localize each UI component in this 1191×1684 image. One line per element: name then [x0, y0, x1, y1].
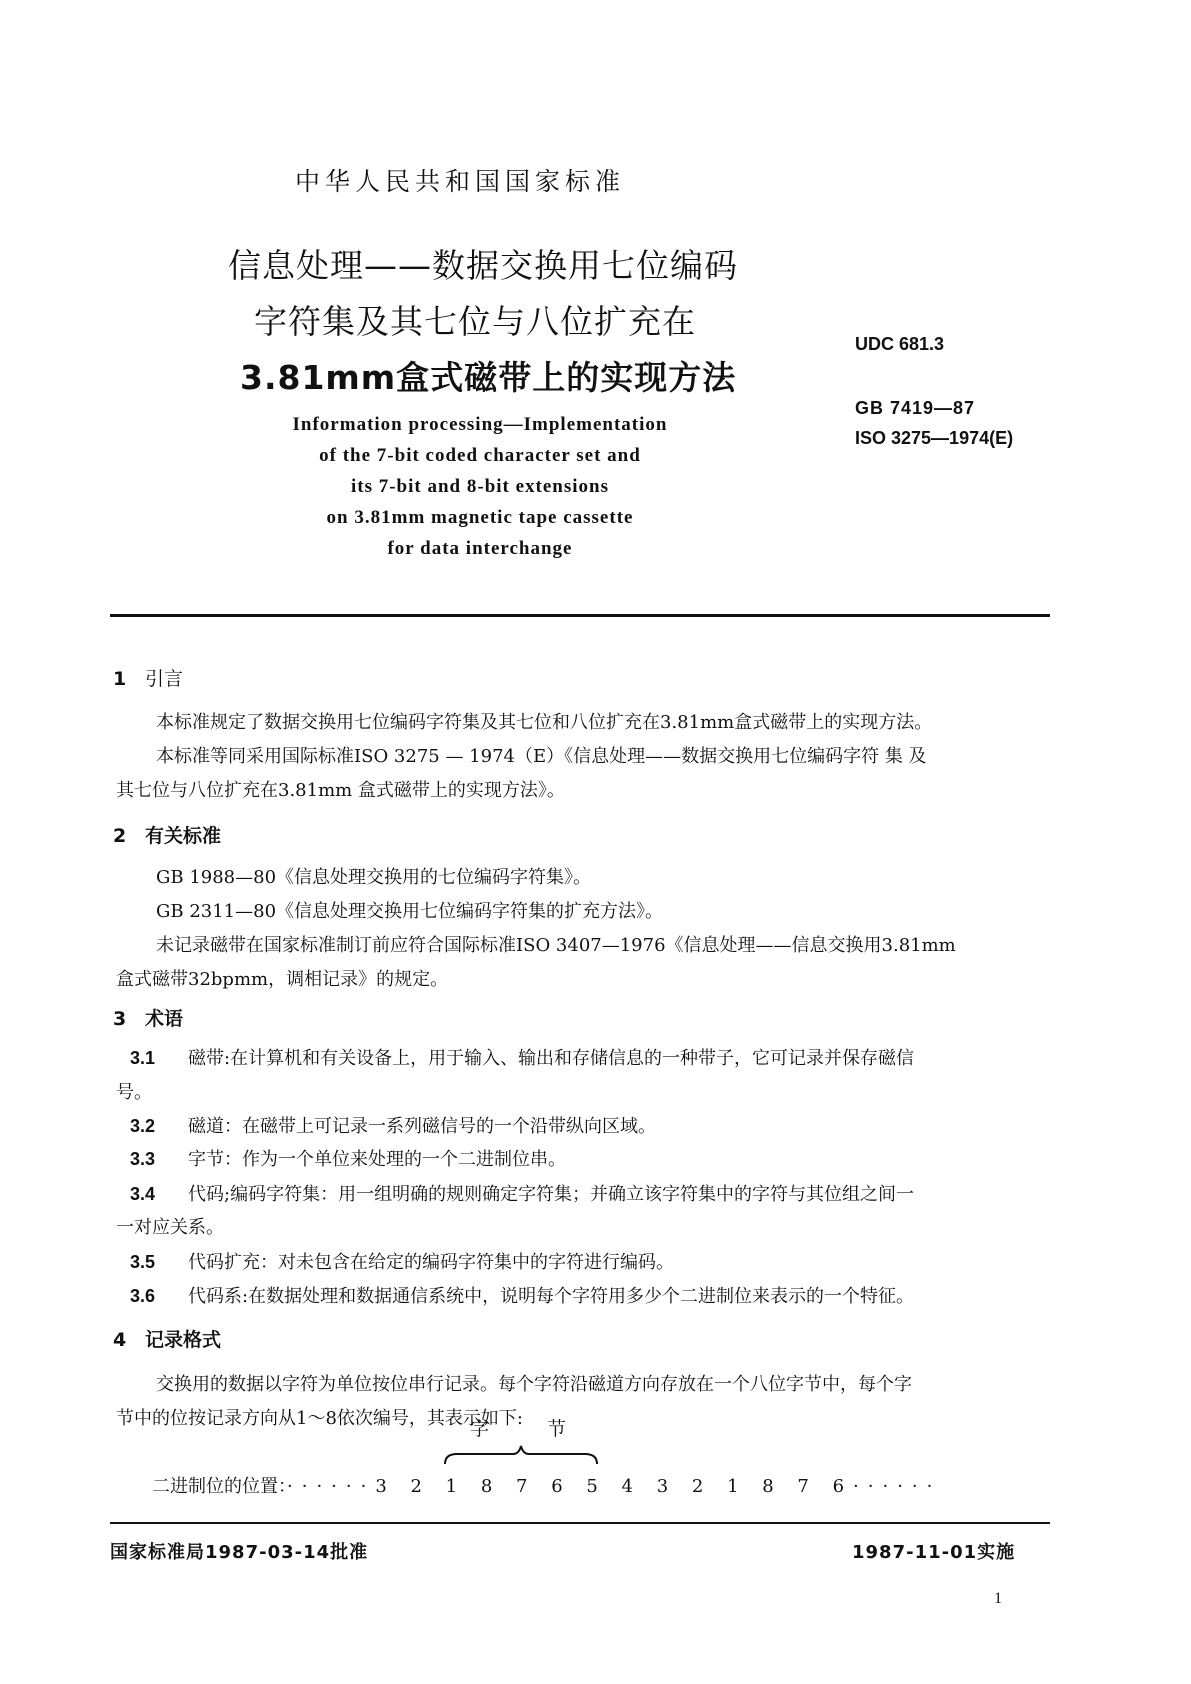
section-number: 4: [113, 1329, 127, 1351]
bit-positions-label: 二进制位的位置：: [152, 1476, 287, 1497]
udc-code: UDC 681.3: [855, 334, 945, 354]
title-en-line-3: its 7-bit and 8-bit extensions: [350, 476, 610, 497]
top-divider: [110, 614, 1050, 617]
title-en-line-5: for data interchange: [387, 538, 573, 559]
term-3-3: [130, 1145, 566, 1171]
iso-code: ISO 3275—1974(E): [855, 428, 1014, 448]
page-number: 1: [994, 1590, 1002, 1607]
term-text: 磁道：在磁带上可记录一系列磁信号的一个沿带纵向区域。: [188, 1116, 656, 1137]
section-title: 引言: [145, 668, 184, 690]
term-number: 3.2: [130, 1116, 156, 1136]
term-text: 代码扩充：对未包含在给定的编码字符集中的字符进行编码。: [188, 1252, 674, 1273]
section-4-heading: [113, 1325, 221, 1352]
term-number: 3.3: [130, 1149, 156, 1169]
term-number: 3.6: [130, 1286, 156, 1306]
title-cn-line-3: 3.81mm盒式磁带上的实现方法: [240, 358, 737, 397]
title-cn-line-2: 字符集及其七位与八位扩充在: [254, 302, 696, 341]
section-2-heading: [113, 821, 221, 848]
term-text: 字节：作为一个单位来处理的一个二进制位串。: [188, 1149, 566, 1170]
section-title: 有关标准: [145, 825, 222, 847]
term-3-2: [130, 1112, 656, 1138]
gb-code: GB 7419—87: [855, 398, 976, 418]
section-number: 2: [113, 825, 127, 847]
byte-brace-icon: [443, 1444, 599, 1466]
paragraph: 节中的位按记录方向从1～8依次编号，其表示如下:: [116, 1408, 523, 1429]
term-3-1-continued: 号。: [116, 1082, 152, 1103]
term-3-6: [130, 1282, 914, 1308]
paragraph: 未记录磁带在国家标准制订前应符合国际标准ISO 3407—1976《信息处理——信息交换用3.81mm: [156, 935, 956, 956]
term-3-5: [130, 1248, 674, 1274]
paragraph: GB 1988—80《信息处理交换用的七位编码字符集》。: [156, 867, 592, 888]
term-text: 代码;编码字符集：用一组明确的规则确定字符集；并确立该字符集中的字符与其位组之间一: [188, 1184, 915, 1205]
title-en-line-1: Information processing—Implementation: [292, 414, 668, 435]
term-number: 3.1: [130, 1048, 156, 1068]
bit-positions: [152, 1472, 941, 1498]
paragraph: 其七位与八位扩充在3.81mm 盒式磁带上的实现方法》。: [116, 780, 565, 801]
title-cn-line-1: 信息处理——数据交换用七位编码: [228, 246, 738, 285]
section-number: 3: [113, 1008, 127, 1030]
paragraph: 盒式磁带32bpmm，调相记录》的规定。: [116, 969, 449, 990]
approval-date: 国家标准局1987-03-14批准: [110, 1542, 369, 1563]
title-en-line-2: of the 7-bit coded character set and: [319, 445, 641, 466]
effective-date: 1987-11-01实施: [852, 1542, 1016, 1563]
paragraph: 本标准等同采用国际标准ISO 3275 — 1974（E）《信息处理——数据交换用七位编码字符 集 及: [156, 746, 927, 767]
term-3-4-continued: 一对应关系。: [116, 1217, 224, 1238]
term-number: 3.5: [130, 1252, 156, 1272]
title-en-line-4: on 3.81mm magnetic tape cassette: [326, 507, 634, 528]
paragraph: 本标准规定了数据交换用七位编码字符集及其七位和八位扩充在3.81mm盒式磁带上的实现方法。: [156, 712, 933, 733]
byte-label: 字节: [470, 1418, 625, 1440]
section-number: 1: [113, 668, 127, 690]
term-number: 3.4: [130, 1184, 156, 1204]
section-title: 术语: [145, 1008, 184, 1030]
bit-sequence: ······3 2 1 8 7 6 5 4 3 2 1 8 7 6······: [287, 1476, 942, 1497]
bottom-divider: [110, 1522, 1050, 1524]
term-3-4: [130, 1180, 914, 1206]
term-3-1: [130, 1044, 914, 1070]
section-1-heading: [113, 664, 183, 691]
header-org: 中华人民共和国国家标准: [294, 167, 625, 196]
paragraph: 交换用的数据以字符为单位按位串行记录。每个字符沿磁道方向存放在一个八位字节中，每个字: [156, 1374, 912, 1395]
section-title: 记录格式: [145, 1329, 222, 1351]
term-text: 代码系:在数据处理和数据通信系统中，说明每个字符用多少个二进制位来表示的一个特征。: [188, 1286, 915, 1307]
section-3-heading: [113, 1004, 183, 1031]
paragraph: GB 2311—80《信息处理交换用七位编码字符集的扩充方法》。: [156, 901, 664, 922]
term-text: 磁带:在计算机和有关设备上，用于输入、输出和存储信息的一种带子，它可记录并保存磁信: [188, 1048, 915, 1069]
